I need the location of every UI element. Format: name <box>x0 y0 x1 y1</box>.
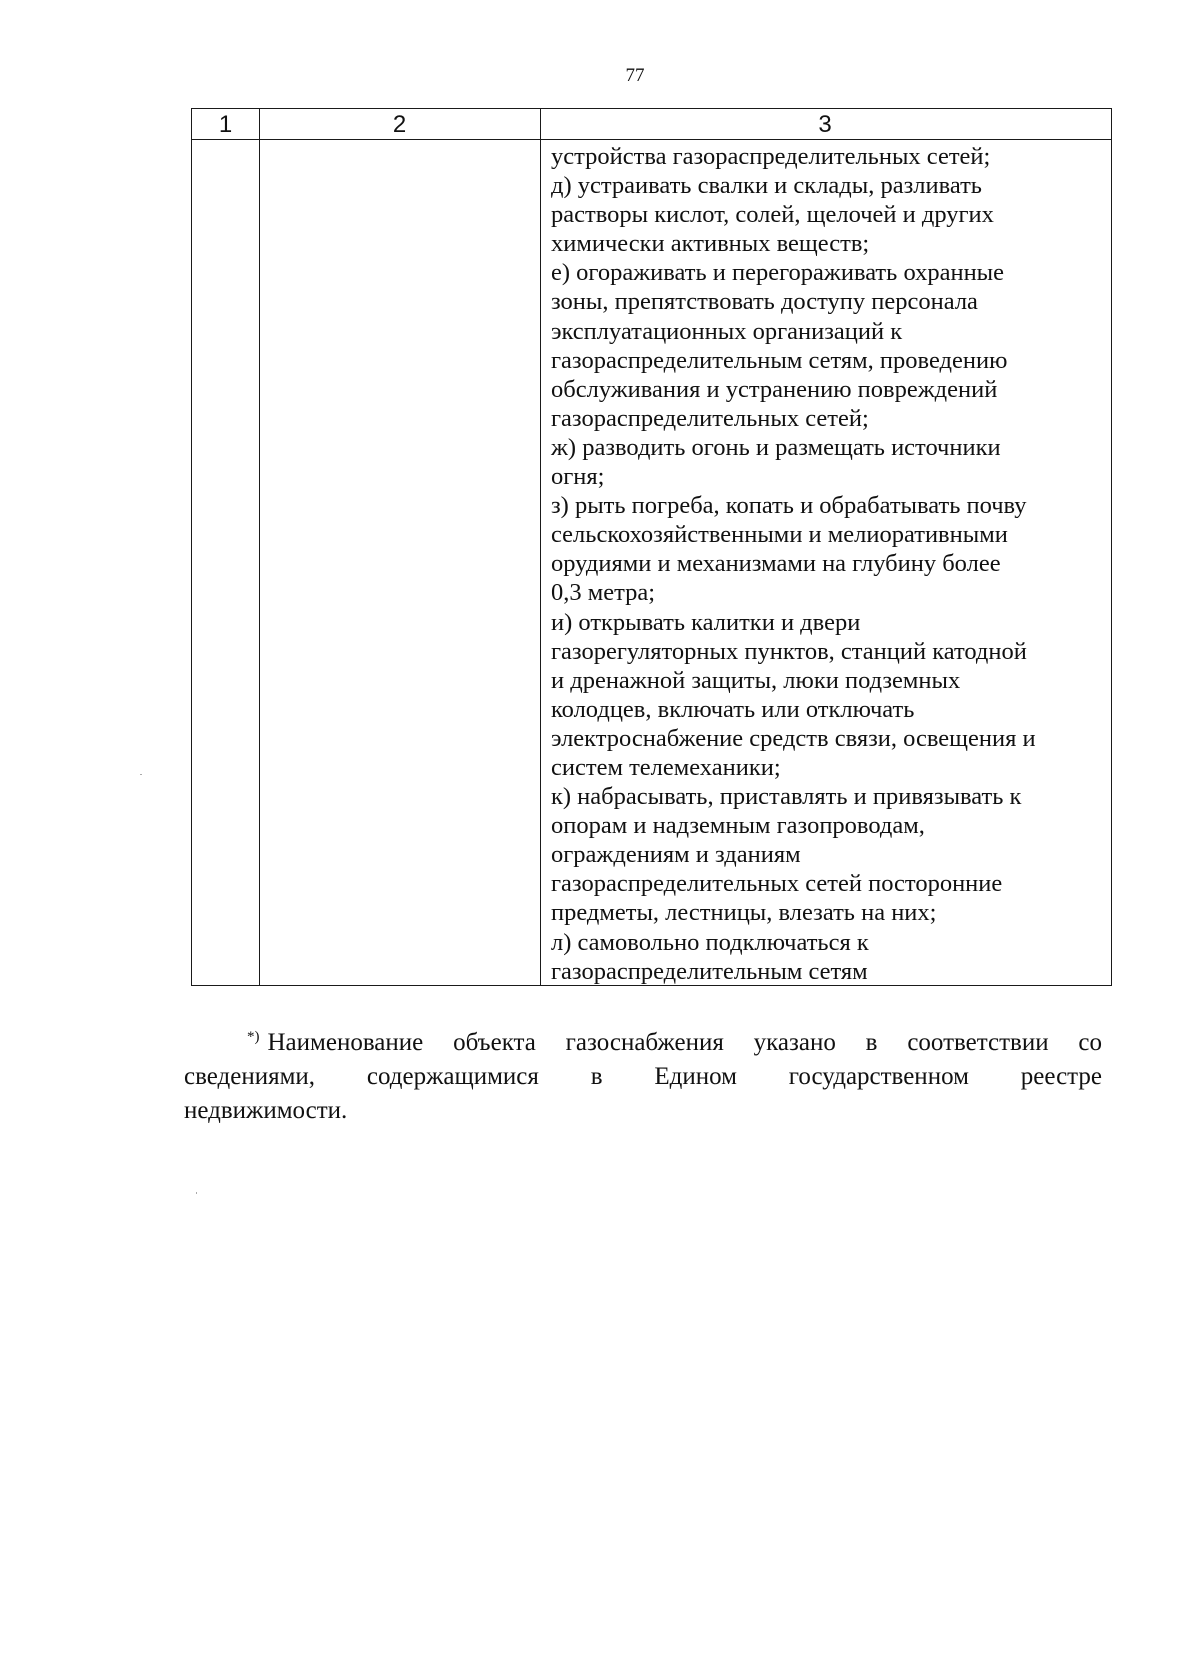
scan-speck <box>140 774 142 775</box>
column-header-2: 2 <box>392 111 407 138</box>
column-3-line: д) устраивать свалки и склады, разливать <box>551 172 982 200</box>
column-3-line: з) рыть погреба, копать и обрабатывать почву <box>551 492 1027 520</box>
page-number: 77 <box>625 65 645 86</box>
footnote <box>184 1020 1102 1128</box>
column-3-line: е) огораживать и перегораживать охранные <box>551 259 1005 287</box>
footnote-line-2: сведениями, содержащимися в Едином государственном реестре <box>184 1063 1102 1090</box>
column-header-1: 1 <box>218 111 233 138</box>
column-3-line: газораспределительных сетей; <box>551 404 869 432</box>
column-3-line: устройства газораспределительных сетей; <box>551 143 991 170</box>
column-3-line: электроснабжение средств связи, освещения и <box>551 724 1036 752</box>
column-3-line: и) открывать калитки и двери <box>551 608 861 636</box>
column-3-line: 0,3 метра; <box>551 579 656 607</box>
footnote-line-1 <box>184 1020 1102 1060</box>
footnote-line-3: недвижимости. <box>184 1097 348 1124</box>
header-divider <box>192 139 1111 140</box>
column-3-line: химически активных веществ; <box>551 230 870 258</box>
column-divider-1 <box>259 109 260 985</box>
column-3-line: эксплуатационных организаций к <box>551 317 903 345</box>
column-3-line: газорегуляторных пунктов, станций катодной <box>551 637 1027 665</box>
column-header-3: 3 <box>818 111 832 138</box>
column-3-line: колодцев, включать или отключать <box>551 695 915 723</box>
column-3-line: газораспределительным сетям, проведению <box>551 346 1008 374</box>
footnote-line-1-text: Наименование объекта газоснабжения указано в соответствии со <box>267 1029 1102 1056</box>
column-3-line: опорам и надземным газопроводам, <box>551 812 925 840</box>
column-3-cell <box>551 142 1111 986</box>
column-3-line: орудиями и механизмами на глубину более <box>551 550 1001 578</box>
column-3-line: газораспределительных сетей посторонние <box>551 870 1003 898</box>
restrictions-table <box>191 108 1112 986</box>
column-divider-2 <box>540 109 541 985</box>
column-3-line: и дренажной защиты, люки подземных <box>551 666 961 694</box>
column-3-line: огня; <box>551 463 605 491</box>
column-3-line: ограждениям и зданиям <box>551 841 801 869</box>
column-3-line: к) набрасывать, приставлять и привязывать к <box>551 783 1022 811</box>
column-3-line: сельскохозяйственными и мелиоративными <box>551 521 1008 549</box>
column-3-line: обслуживания и устранению повреждений <box>551 375 998 403</box>
column-3-line: зоны, препятствовать доступу персонала <box>551 288 978 316</box>
column-3-line: систем телемеханики; <box>551 753 781 781</box>
column-3-line: газораспределительным сетям <box>551 957 868 985</box>
column-3-line: ж) разводить огонь и размещать источники <box>551 433 1001 461</box>
column-3-line: растворы кислот, солей, щелочей и других <box>551 201 994 229</box>
column-3-line: предметы, лестницы, влезать на них; <box>551 899 937 927</box>
scan-speck <box>196 1192 197 1194</box>
column-3-line: л) самовольно подключаться к <box>551 928 869 956</box>
footnote-marker: *) <box>247 1029 260 1045</box>
